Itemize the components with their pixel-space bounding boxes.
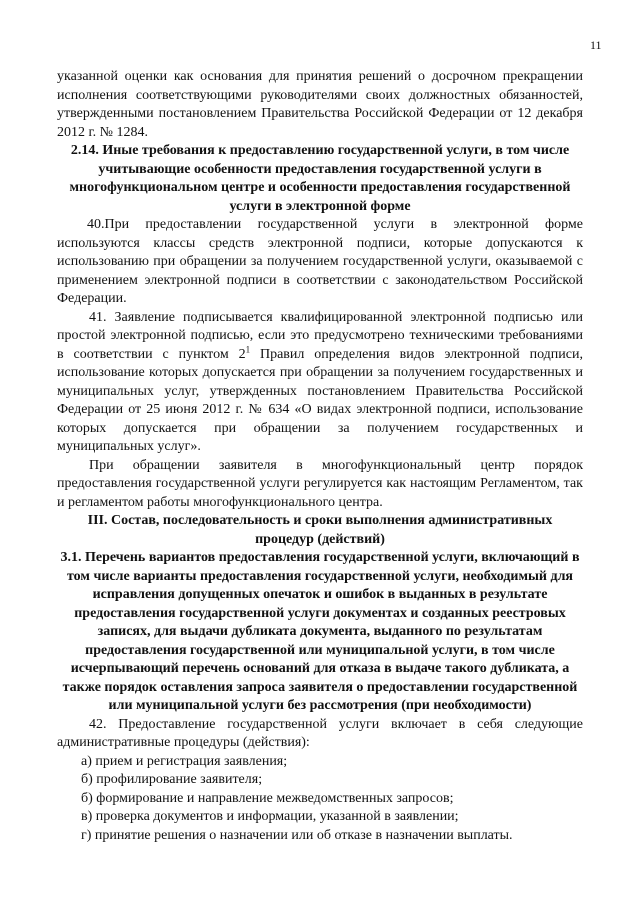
list-item: г) принятие решения о назначении или об отказе в назначении выплаты.: [81, 827, 513, 843]
paragraph-continuation: указанной оценки как основания для принятия решений о досрочном прекращении исполнения соответствующими руководителями своих должностных обязанностей, утвержденными постановлением Правительства Российской Федерации от 12 декабря 2012 г. № 1284.: [57, 69, 583, 140]
paragraph-41: [57, 309, 583, 457]
paragraph-40: 40.При предоставлении государственной услуги в электронной форме используются классы средств электронной подписи, которые допускаются к использованию при обращении за получением государственной услуги, оказываемой с применением электронной подписи в соответствии с законодательством Российской Федерации.: [57, 217, 583, 306]
section-heading-2-14: 2.14. Иные требования к предоставлению государственной услуги, в том числе учитывающие особенности предоставления государственной услуги в многофункциональном центре и особенности предоставления государственной услуги в электронной форме: [69, 143, 571, 214]
list-item: а) прием и регистрация заявления;: [81, 753, 288, 769]
document-body: [57, 68, 583, 845]
section-heading-3-1: 3.1. Перечень вариантов предоставления государственной услуги, включающий в том числе варианты предоставления государственной услуги, необходимый для исправления допущенных опечаток и ошибок в выданных в результате предоставления государственной услуги документах и созданных реестровых записях, для выдачи дубликата документа, выданного по результатам предоставления государственной или муниципальной услуги, в том числе исчерпывающий перечень оснований для отказа в выдаче такого дубликата, а также порядок оставления запроса заявителя о предоставлении государственной или муниципальной услуги без рассмотрения (при необходимости): [60, 550, 580, 713]
page-number: 11: [590, 38, 602, 52]
list-item: в) проверка документов и информации, указанной в заявлении;: [81, 809, 459, 824]
procedures-list: [57, 753, 583, 846]
paragraph-42: 42. Предоставление государственной услуги включает в себя следующие административные процедуры (действия):: [57, 716, 583, 750]
paragraph-41-part1: 41. Заявление подписывается квалифицированной электронной подписью или простой электронной подписью, если это предусмотрено техническими требованиями в соответствии с пунктом 2: [57, 309, 583, 362]
superscript-1: 1: [245, 343, 251, 354]
paragraph-41-part2: Правил определения видов электронной подписи, использование которых допускается при обращении за получением государственных и муниципальных услуг, утвержденных постановлением Правительства Российской Федерации от 25 июня 2012 г. № 634 «О видах электронной подписи, использование которых допускается при обращении за получением государственных и муниципальных услуг».: [57, 346, 583, 454]
section-heading-III: III. Состав, последовательность и сроки выполнения административных процедур (действий): [87, 513, 553, 547]
list-item: б) формирование и направление межведомственных запросов;: [81, 790, 454, 806]
list-item: б) профилирование заявителя;: [81, 772, 263, 787]
paragraph-mfc: При обращении заявителя в многофункциональный центр порядок предоставления государственной услуги регулируется как настоящим Регламентом, так и регламентом работы многофункционального центра.: [57, 457, 583, 510]
